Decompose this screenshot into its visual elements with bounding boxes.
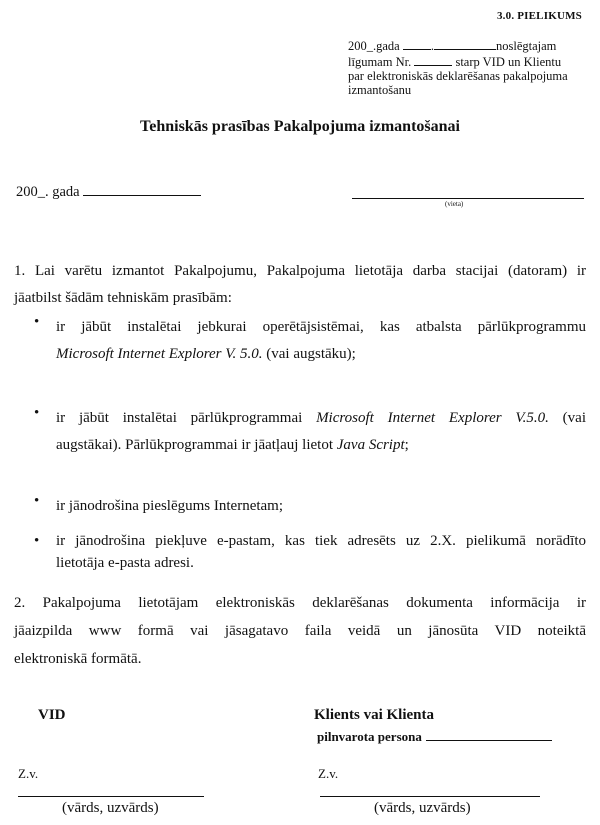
bullet-2-line-2 [56,432,586,459]
bullet-2-end: (vai [548,410,587,426]
bullet-3-line-1: ir jānodrošina pieslēgums Internetam; [56,498,284,514]
bullet-item-2 [56,405,586,459]
paragraph-1-line-1: 1. Lai varētu izmantot Pakalpojumu, Pakalpojuma lietotāja darba stacijai (datoram) ir [14,263,586,279]
authorized-person-blank [426,728,552,741]
vid-signature-heading: VID [38,707,66,723]
vid-seal-mark: Z.v. [18,766,39,781]
date-blank [83,183,201,196]
place-caption: (vieta) [445,200,464,208]
client-signature-line [320,795,540,797]
bullet-icon: • [34,405,40,421]
paragraph-2-line-1: 2. Pakalpojuma lietotājam elektroniskās deklarēšanas dokumenta informācija ir [14,595,586,611]
reference-line-3: par elektroniskās deklarēšanas pakalpojuma [348,69,568,83]
bullet-2-line-2-end: ; [404,437,409,453]
client-seal-mark: Z.v. [318,766,339,781]
authorized-person-label: pilnvarota persona [317,729,422,744]
reference-line-1: 200_.gada . noslēgtajam [348,39,557,53]
browser-name: Microsoft Internet Explorer V. 5.0. [56,346,263,362]
paragraph-1 [14,258,586,312]
paragraph-2-line-2: jāaizpilda www formā vai jāsagatavo faila veidā un jānosūta VID noteiktā [14,623,586,639]
bullet-2-line-2-start: augstākai). Pārlūkprogrammai ir jāatļauj lietot [56,437,337,453]
bullet-icon: • [34,314,40,330]
paragraph-2-line-3: elektroniskā formātā. [14,651,142,667]
agreement-reference [348,37,568,97]
date-label: 200_. gada [16,184,80,200]
bullet-1-line-2 [56,341,586,368]
bullet-item-4 [56,530,586,574]
authorized-person-line [317,728,552,746]
reference-line-4: izmantošanu [348,83,412,97]
page-title: Tehniskās prasības Pakalpojuma izmantošanai [140,118,460,135]
bullet-icon: • [34,493,40,509]
reference-year: 200_.gada [348,39,400,53]
bullet-1-rest: (vai augstāku); [262,346,356,362]
browser-name: Microsoft Internet Explorer V.5.0. [316,410,549,426]
paragraph-1-line-2: jāatbilst šādām tehniskām prasībām: [14,290,232,306]
bullet-4-line-1: ir jānodrošina piekļuve e-pastam, kas tiek adresēts uz 2.X. pielikumā norādīto [56,533,586,549]
bullet-2-line-1 [56,405,586,432]
date-line [16,183,201,201]
place-blank [352,186,584,199]
bullet-item-1 [56,314,586,368]
agreement-number-blank [414,53,452,66]
paragraph-2 [14,589,586,673]
reference-line-2 [348,53,568,69]
day-blank [403,37,431,50]
java-script: Java Script [336,437,405,453]
client-name-caption: (vārds, uzvārds) [374,800,471,816]
agreement-number-label: līgumam Nr. [348,55,412,69]
bullet-2-start: ir jābūt instalētai pārlūkprogrammai [56,410,317,426]
agreement-parties: starp VID un Klientu [455,55,562,69]
reference-concluded: noslēgtajam [495,39,557,53]
vid-signature-line [18,795,204,797]
bullet-icon: • [34,533,40,549]
month-blank [434,37,496,50]
vid-name-caption: (vārds, uzvārds) [62,800,159,816]
annex-label: 3.0. PIELIKUMS [496,10,582,22]
bullet-1-line-1: ir jābūt instalētai jebkurai operētājsistēmai, kas atbalsta pārlūkprogrammu [56,319,586,335]
client-signature-heading: Klients vai Klienta [314,707,434,723]
bullet-item-3 [56,493,586,520]
bullet-4-line-2: lietotāja e-pasta adresi. [56,555,194,571]
